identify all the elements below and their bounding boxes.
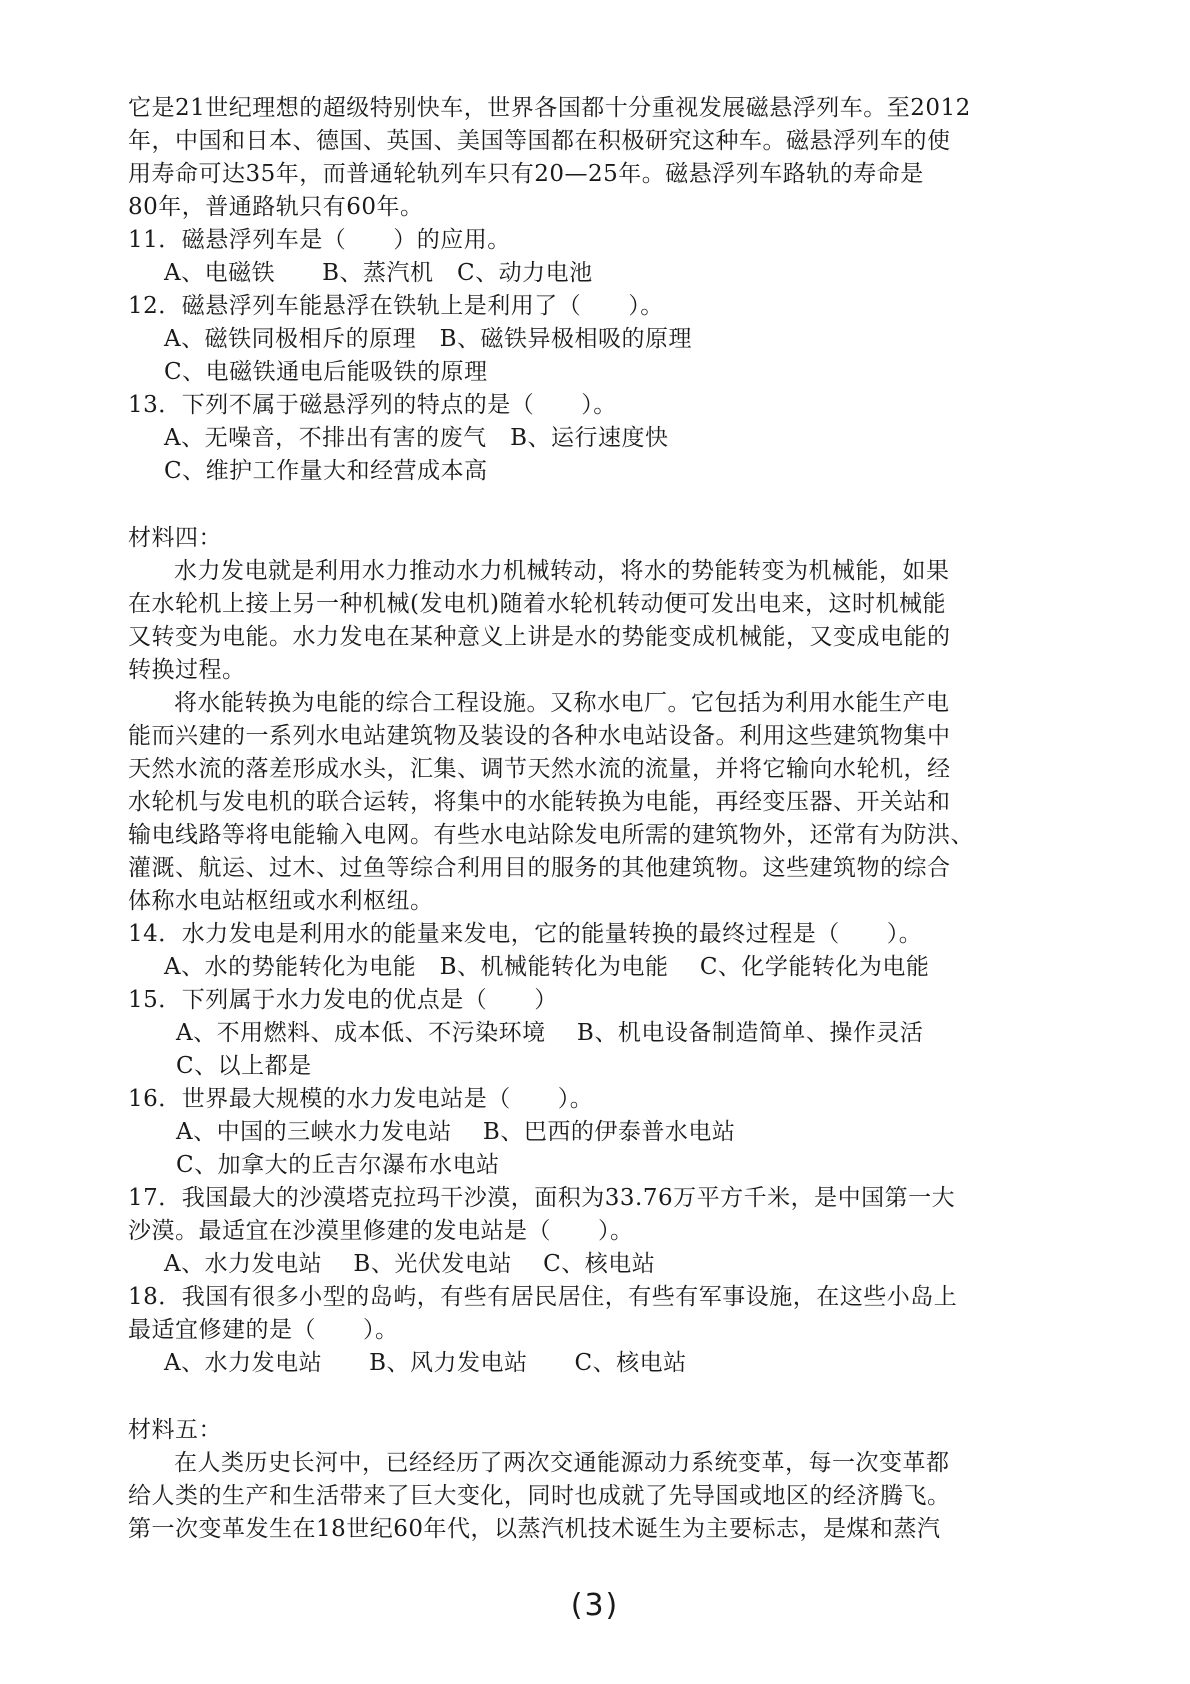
paragraph-line: 水力发电就是利用水力推动水力机械转动，将水的势能转变为机械能，如果 [174, 558, 950, 584]
question-16: 16．世界最大规模的水力发电站是（ ）。 [128, 1086, 594, 1112]
text-line: 80年，普通路轨只有60年。 [128, 194, 424, 220]
paragraph-line: 天然水流的落差形成水头，汇集、调节天然水流的流量，并将它输向水轮机，经 [128, 756, 951, 782]
question-13-options: A、无噪音，不排出有害的废气 B、运行速度快 [164, 425, 669, 451]
paragraph-line: 输电线路等将电能输入电网。有些水电站除发电所需的建筑物外，还常有为防洪、 [128, 822, 974, 848]
question-18: 18．我国有很多小型的岛屿，有些有居民居住，有些有军事设施，在这些小岛上 [128, 1284, 958, 1310]
question-12-options: A、磁铁同极相斥的原理 B、磁铁异极相吸的原理 [164, 326, 693, 352]
paragraph-line: 水轮机与发电机的联合运转，将集中的水能转换为电能，再经变压器、开关站和 [128, 789, 951, 815]
question-16-options: A、中国的三峡水力发电站 B、巴西的伊泰普水电站 [176, 1119, 736, 1145]
text-line: 用寿命可达35年，而普通轮轨列车只有20—25年。磁悬浮列车路轨的寿命是 [128, 161, 924, 187]
question-11: 11．磁悬浮列车是（ ）的应用。 [128, 227, 511, 253]
paragraph-line: 能而兴建的一系列水电站建筑物及装设的各种水电站设备。利用这些建筑物集中 [128, 723, 951, 749]
paragraph-line: 将水能转换为电能的综合工程设施。又称水电厂。它包括为利用水能生产电 [174, 690, 950, 716]
question-17-cont: 沙漠。最适宜在沙漠里修建的发电站是（ ）。 [128, 1218, 634, 1244]
paragraph-line: 在水轮机上接上另一种机械(发电机)随着水轮机转动便可发出电来，这时机械能 [128, 591, 946, 617]
section-heading: 材料四： [128, 525, 222, 551]
paragraph-line: 又转变为电能。水力发电在某种意义上讲是水的势能变成机械能，又变成电能的 [128, 624, 951, 650]
question-15: 15．下列属于水力发电的优点是（ ） [128, 987, 558, 1013]
paragraph-line: 在人类历史长河中，已经经历了两次交通能源动力系统变革，每一次变革都 [174, 1450, 950, 1476]
question-15-options: C、以上都是 [176, 1053, 312, 1079]
question-13-options: C、维护工作量大和经营成本高 [164, 458, 488, 484]
section-heading: 材料五： [128, 1417, 222, 1443]
paragraph-line: 灌溉、航运、过木、过鱼等综合利用目的服务的其他建筑物。这些建筑物的综合 [128, 855, 951, 881]
question-14-options: A、水的势能转化为电能 B、机械能转化为电能 C、化学能转化为电能 [164, 954, 930, 980]
question-15-options: A、不用燃料、成本低、不污染环境 B、机电设备制造简单、操作灵活 [176, 1020, 924, 1046]
question-17-options: A、水力发电站 B、光伏发电站 C、核电站 [164, 1251, 656, 1277]
question-11-options: A、电磁铁 B、蒸汽机 C、动力电池 [164, 260, 593, 286]
text-line: 年，中国和日本、德国、英国、美国等国都在积极研究这种车。磁悬浮列车的使 [128, 128, 951, 154]
question-18-cont: 最适宜修建的是（ ）。 [128, 1317, 399, 1343]
paragraph-line: 转换过程。 [128, 657, 246, 683]
question-18-options: A、水力发电站 B、风力发电站 C、核电站 [164, 1350, 687, 1376]
question-13: 13．下列不属于磁悬浮列的特点的是（ ）。 [128, 392, 617, 418]
document-page [128, 92, 998, 1546]
paragraph-line: 第一次变革发生在18世纪60年代，以蒸汽机技术诞生为主要标志，是煤和蒸汽 [128, 1516, 941, 1542]
paragraph-line: 给人类的生产和生活带来了巨大变化，同时也成就了先导国或地区的经济腾飞。 [128, 1483, 951, 1509]
question-12-options: C、电磁铁通电后能吸铁的原理 [164, 359, 488, 385]
text-line: 它是21世纪理想的超级特别快车，世界各国都十分重视发展磁悬浮列车。至2012 [128, 95, 971, 121]
page-number: (3) [570, 1588, 620, 1623]
question-12: 12．磁悬浮列车能悬浮在铁轨上是利用了（ ）。 [128, 293, 664, 319]
question-14: 14．水力发电是利用水的能量来发电，它的能量转换的最终过程是（ ）。 [128, 921, 923, 947]
paragraph-line: 体称水电站枢纽或水利枢纽。 [128, 888, 434, 914]
question-17: 17．我国最大的沙漠塔克拉玛干沙漠，面积为33.76万平方千米，是中国第一大 [128, 1185, 956, 1211]
question-16-options: C、加拿大的丘吉尔瀑布水电站 [176, 1152, 500, 1178]
